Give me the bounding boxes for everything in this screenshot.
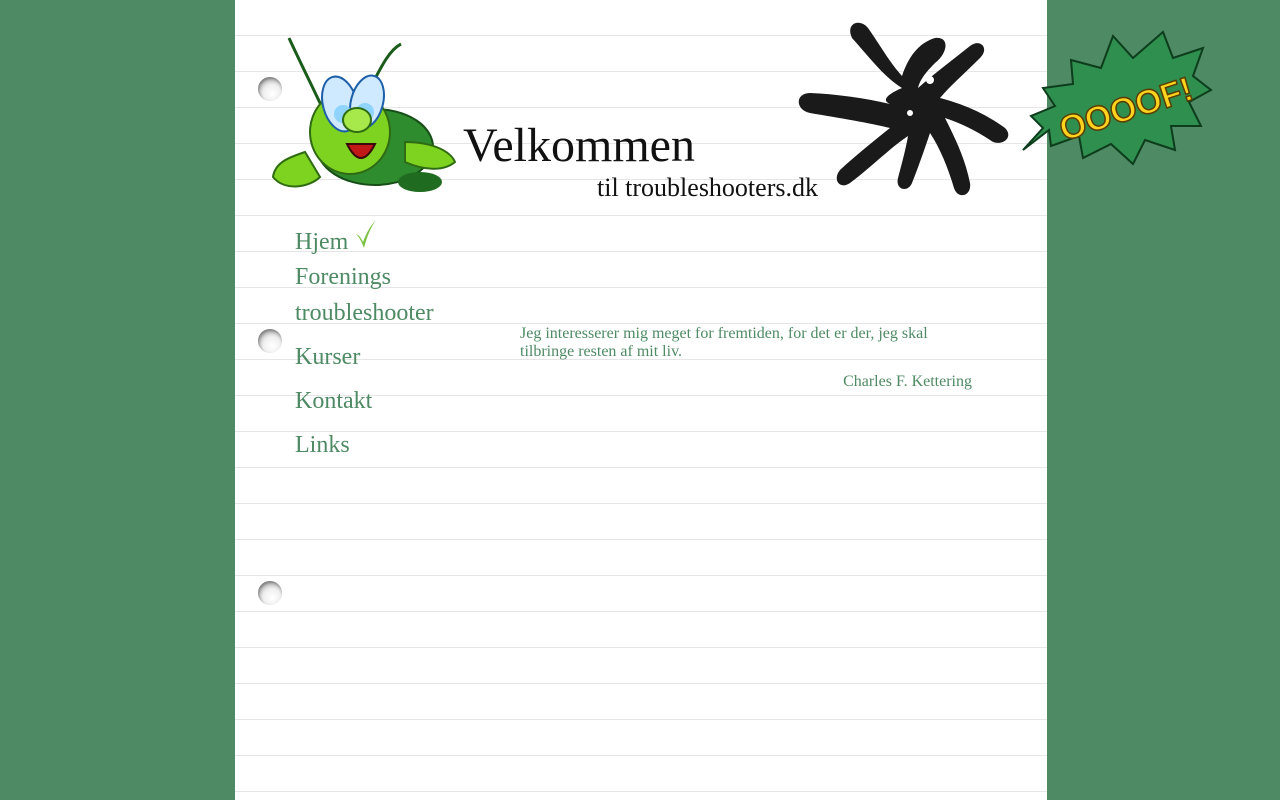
page-subtitle: til troubleshooters.dk: [597, 173, 818, 202]
binder-hole: [258, 581, 282, 605]
nav-item-forenings[interactable]: Forenings: [295, 264, 391, 290]
nav-item-kontakt[interactable]: Kontakt: [295, 388, 373, 414]
binder-hole: [258, 329, 282, 353]
nav-item-hjem[interactable]: Hjem: [295, 229, 349, 255]
bug-mascot-icon: [265, 32, 460, 202]
nav-item-kurser[interactable]: Kurser: [295, 344, 361, 370]
page-title: Velkommen: [463, 119, 695, 172]
quote-text: Jeg interesserer mig meget for fremtiden, for det er der, jeg skal tilbringe resten af mit liv.: [520, 325, 928, 360]
ink-splat-icon: [790, 18, 1015, 200]
ooof-burst-icon: [1013, 18, 1213, 166]
checkmark-icon: [354, 218, 378, 250]
ooof-text: OOOOF!: [1054, 70, 1198, 149]
nav-item-links[interactable]: Links: [295, 432, 350, 458]
nav-item-troubleshooter[interactable]: troubleshooter: [295, 300, 434, 326]
quote-author: Charles F. Kettering: [843, 373, 972, 390]
